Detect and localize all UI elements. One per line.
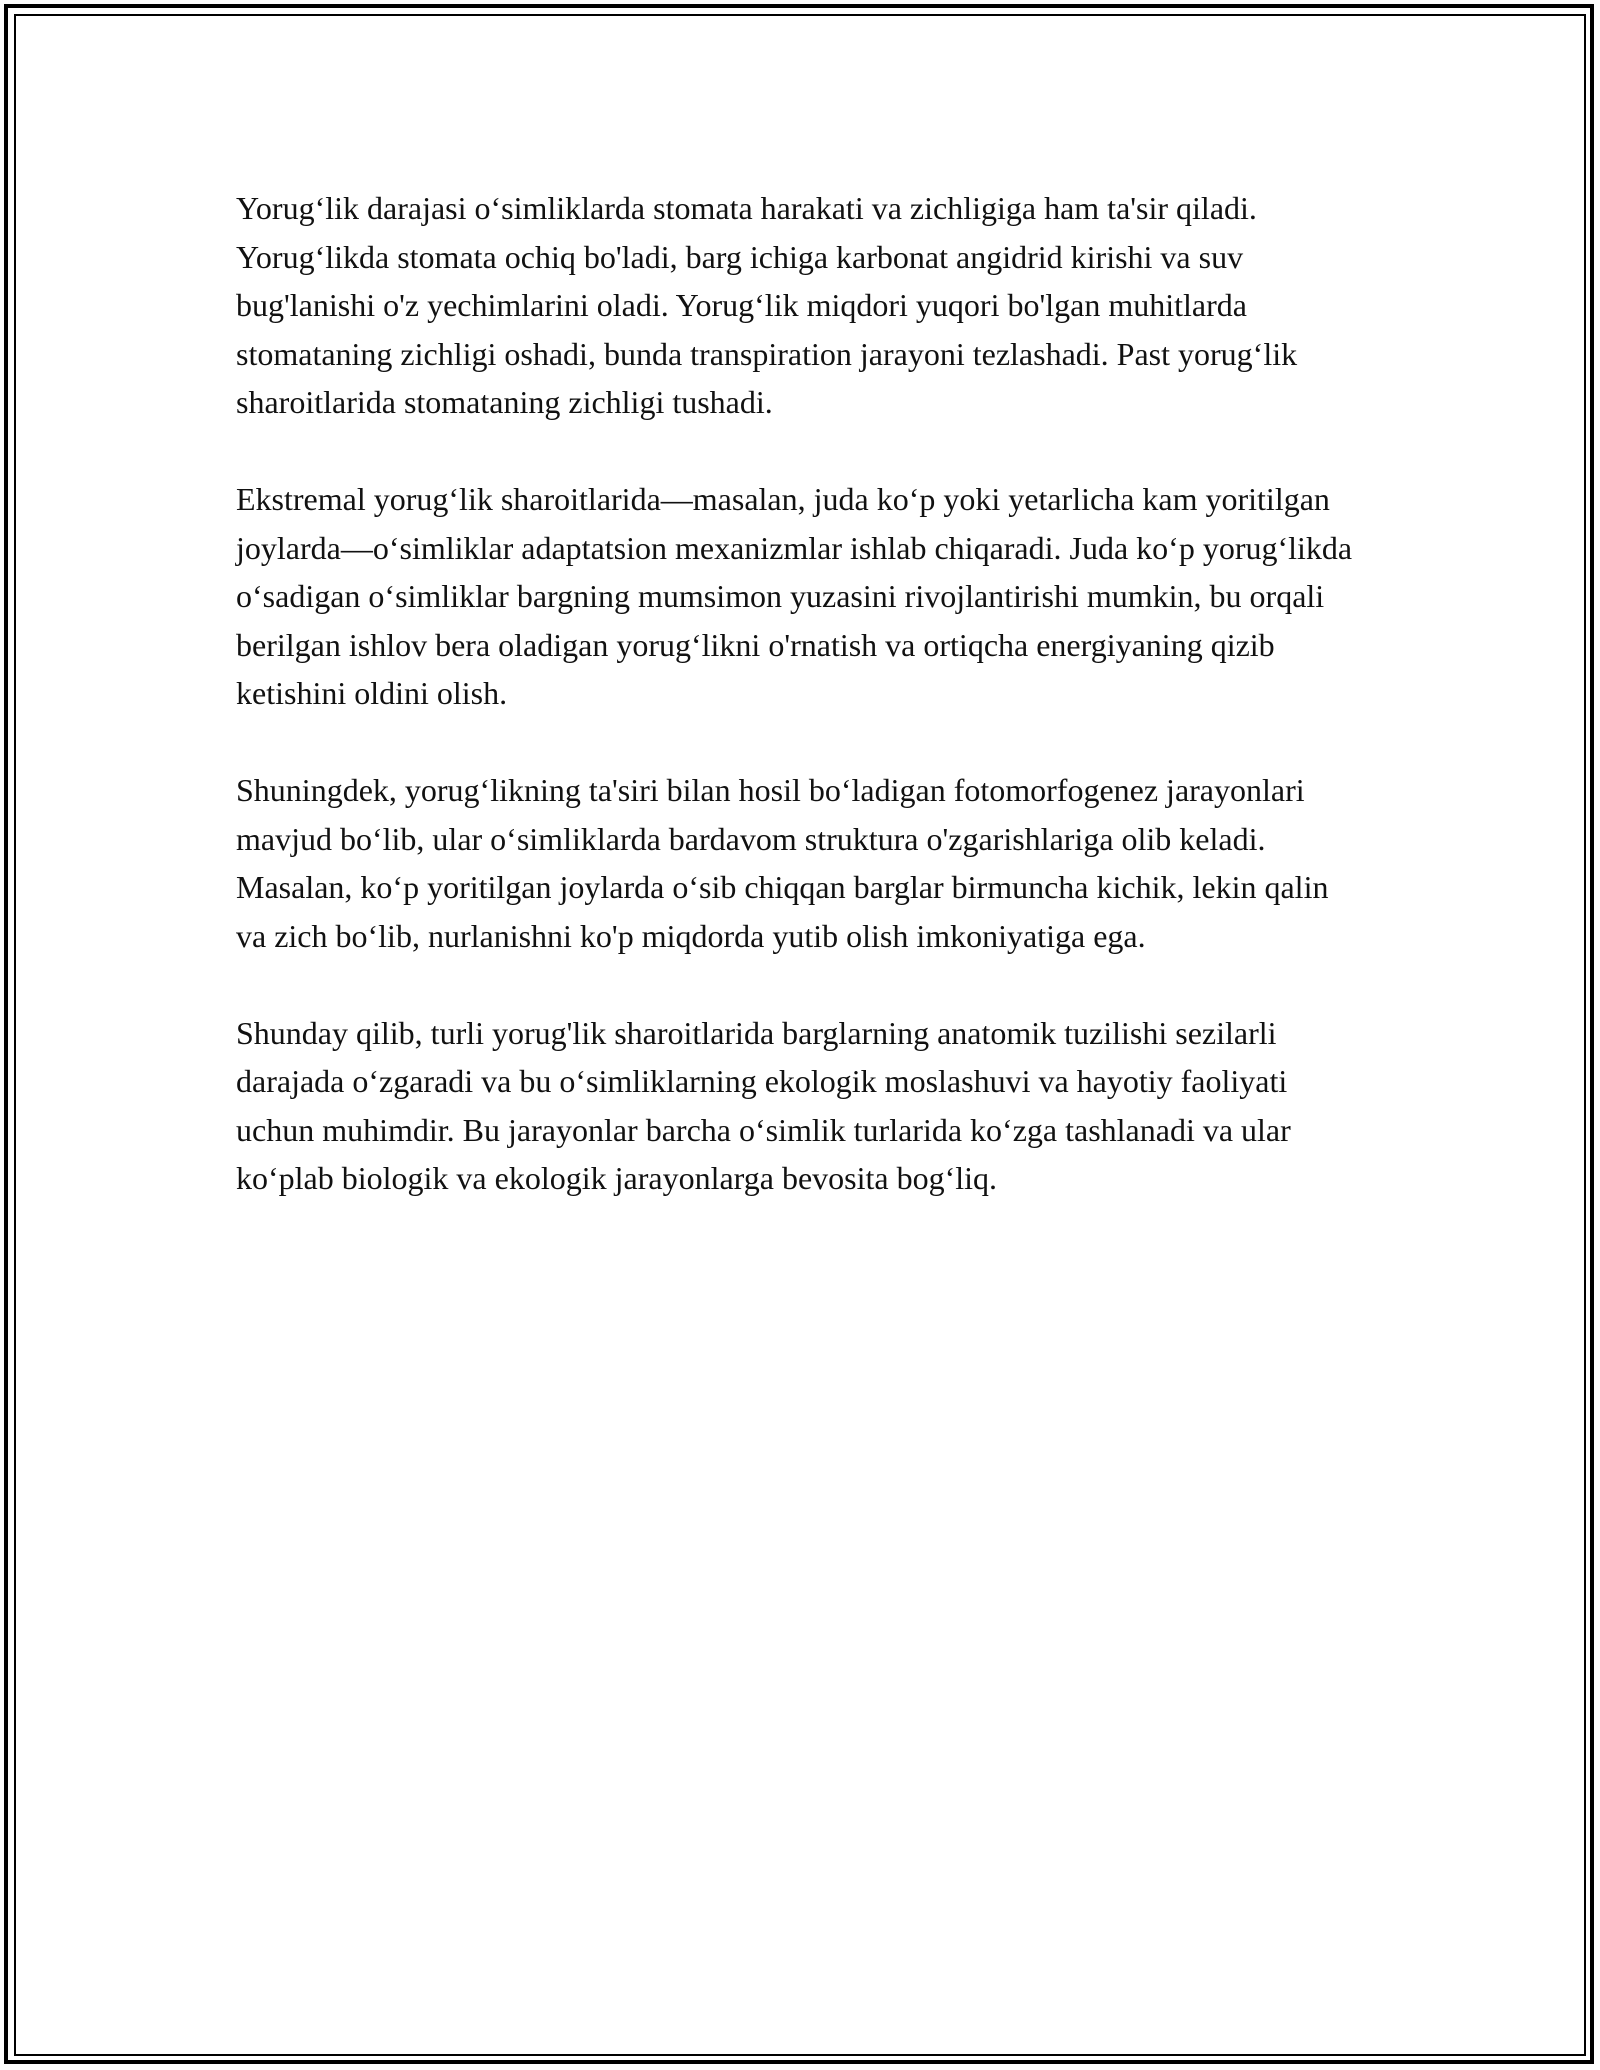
- paragraph-conclusion: Shunday qilib, turli yorug'lik sharoitlarida barglarning anatomik tuzilishi sezilarli darajada o‘zgaradi va bu o‘simliklarning ekologik moslashuvi va hayotiy faoliyati uchun muhimdir. Bu jarayonlar barcha o‘simlik turlarida ko‘zga tashlanadi va ular ko‘plab biologik va ekologik jarayonlarga bevosita bog‘liq.: [236, 1014, 1291, 1196]
- document-body: [236, 184, 1366, 1203]
- paragraph-photomorphogenesis: Shuningdek, yorug‘likning ta'siri bilan hosil bo‘ladigan fotomorfogenez jarayonlari mavjud bo‘lib, ular o‘simliklarda bardavom struktura o'zgarishlariga olib keladi. Masalan, ko‘p yoritilgan joylarda o‘sib chiqqan barglar birmuncha kichik, lekin qalin va zich bo‘lib, nurlanishni ko'p miqdorda yutib olish imkoniyatiga ega.: [236, 772, 1329, 954]
- paragraph-stomata: Yorug‘lik darajasi o‘simliklarda stomata harakati va zichligiga ham ta'sir qiladi. Yorug‘likda stomata ochiq bo'ladi, barg ichiga karbonat angidrid kirishi va suv bug'lanishi o'z yechimlarini oladi. Yorug‘lik miqdori yuqori bo'lgan muhitlarda stomataning zichligi oshadi, bunda transpiration jarayoni tezlashadi. Past yorug‘lik sharoitlarida stomataning zichligi tushadi.: [236, 190, 1298, 420]
- paragraph-extreme-light: Ekstremal yorug‘lik sharoitlarida—masalan, juda ko‘p yoki yetarlicha kam yoritilgan joylarda—o‘simliklar adaptatsion mexanizmlar ishlab chiqaradi. Juda ko‘p yorug‘likda o‘sadigan o‘simliklar bargning mumsimon yuzasini rivojlantirishi mumkin, bu orqali berilgan ishlov bera oladigan yorug‘likni o'rnatish va ortiqcha energiyaning qizib ketishini oldini olish.: [236, 481, 1353, 711]
